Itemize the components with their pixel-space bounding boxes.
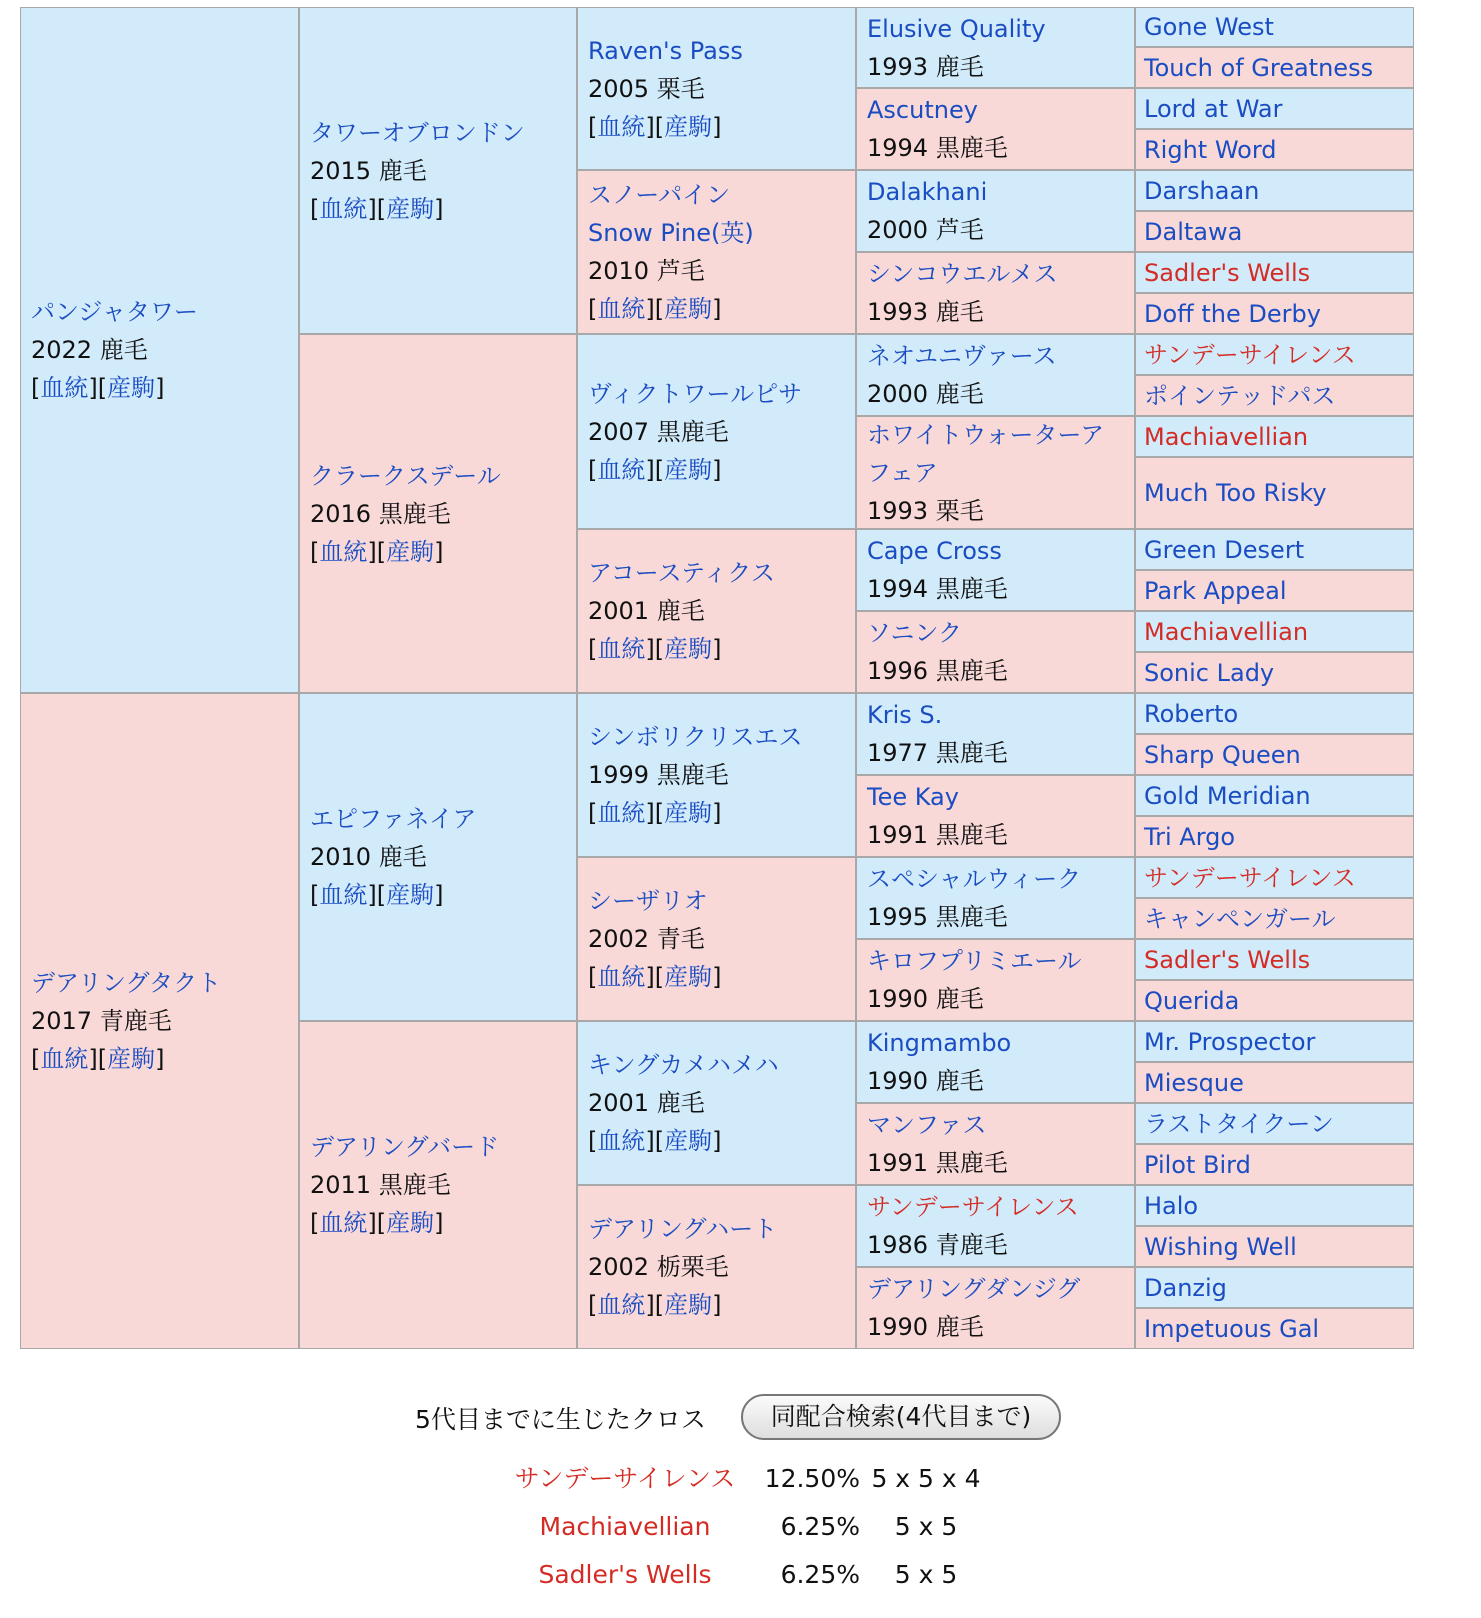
- cross-row: [0, 1457, 1481, 1501]
- cross-panel: [0, 1392, 1481, 1612]
- bracket-open: [: [31, 1045, 41, 1073]
- pedigree-cell-gen2: [299, 1021, 577, 1349]
- pedigree-link[interactable]: 血統: [40, 1045, 89, 1073]
- pedigree-cell-gen3: [577, 857, 856, 1021]
- bracket-open: [: [310, 194, 320, 223]
- cross-label: 5代目までに生じたクロス: [415, 1405, 706, 1434]
- horse-birth-color: 1995 黒鹿毛: [867, 903, 1008, 931]
- horse-birth-color: 2005 栗毛: [588, 74, 705, 103]
- bracket-open: [: [588, 1127, 598, 1155]
- bracket-close: ]: [712, 963, 722, 991]
- bracket-close: ]: [712, 635, 722, 663]
- offspring-link[interactable]: 産駒: [107, 1045, 156, 1073]
- horse-name-link[interactable]: Sadler's Wells: [1144, 258, 1311, 287]
- pedigree-cell-gen5: [1135, 939, 1414, 980]
- horse-name-link[interactable]: クラークスデール: [310, 461, 501, 490]
- bracket-close: ]: [645, 1127, 655, 1155]
- horse-links: [588, 108, 845, 146]
- offspring-link[interactable]: 産駒: [664, 455, 713, 484]
- bracket-close: ]: [645, 1291, 655, 1319]
- pedigree-link[interactable]: 血統: [597, 455, 646, 484]
- horse-name-link[interactable]: Mr. Prospector: [1144, 1027, 1316, 1056]
- pedigree-link[interactable]: 血統: [319, 881, 368, 909]
- horse-birth-color: 1990 鹿毛: [867, 1313, 984, 1341]
- cross-row: [0, 1505, 1481, 1549]
- pedigree-cell-gen5: [1135, 211, 1414, 252]
- bracket-open: [: [376, 881, 387, 909]
- horse-name-link[interactable]: Raven's Pass: [588, 36, 743, 65]
- pedigree-cell-gen2: [299, 693, 577, 1021]
- pedigree-link[interactable]: 血統: [597, 635, 646, 663]
- horse-birth-color: 2010 芦毛: [588, 257, 705, 285]
- pedigree-cell-gen5: [1135, 775, 1414, 816]
- horse-birth-color: 2010 鹿毛: [310, 843, 427, 871]
- pedigree-cell-gen5: [1135, 1308, 1414, 1349]
- pedigree-link[interactable]: 血統: [597, 1291, 646, 1319]
- offspring-link[interactable]: 産駒: [664, 963, 713, 991]
- bracket-open: [: [310, 537, 320, 566]
- horse-links: [31, 1040, 288, 1078]
- horse-name-link[interactable]: Elusive Quality: [867, 14, 1046, 43]
- pedigree-cell-gen3: [577, 7, 856, 170]
- pedigree-cell-gen5: [1135, 1185, 1414, 1226]
- pedigree-link[interactable]: 血統: [319, 194, 368, 223]
- pedigree-cell-gen4: [856, 1185, 1135, 1267]
- horse-name-link[interactable]: Pilot Bird: [1144, 1150, 1251, 1179]
- pedigree-cell-gen4: [856, 88, 1135, 170]
- pedigree-link[interactable]: 血統: [597, 799, 646, 827]
- horse-name-link[interactable]: サンデーサイレンス: [867, 1193, 1079, 1221]
- horse-birth-color: 1999 黒鹿毛: [588, 761, 729, 789]
- horse-birth-color: 2000 鹿毛: [867, 380, 984, 408]
- horse-name-link[interactable]: ポインテッドパス: [1144, 381, 1336, 410]
- bracket-open: [: [588, 635, 598, 663]
- horse-name-link[interactable]: Machiavellian: [1144, 617, 1309, 646]
- horse-name-link[interactable]: Doff the Derby: [1144, 299, 1321, 328]
- pedigree-cell-gen5: [1135, 375, 1414, 416]
- pedigree-cell-gen4: [856, 939, 1135, 1021]
- pedigree-cell-gen5: [1135, 252, 1414, 293]
- horse-name-link[interactable]: Green Desert: [1144, 535, 1305, 564]
- pedigree-link[interactable]: 血統: [597, 1127, 646, 1155]
- bracket-open: [: [588, 112, 598, 141]
- bracket-open: [: [310, 1209, 320, 1237]
- bracket-close: ]: [88, 374, 98, 402]
- horse-birth-color: 1990 鹿毛: [867, 985, 984, 1013]
- horse-birth-color: 2001 鹿毛: [588, 1089, 705, 1117]
- bracket-open: [: [588, 963, 598, 991]
- pedigree-cell-gen4: [856, 529, 1135, 611]
- bracket-close: ]: [712, 1291, 722, 1319]
- pedigree-cell-gen3: [577, 529, 856, 693]
- horse-links: [310, 876, 566, 914]
- horse-name-link[interactable]: キングカメハメハ: [588, 1051, 779, 1079]
- pedigree-cell-gen5: [1135, 457, 1414, 529]
- bracket-open: [: [654, 112, 665, 141]
- pedigree-cell-gen5: [1135, 1144, 1414, 1185]
- offspring-link[interactable]: 産駒: [386, 1209, 435, 1237]
- cross-horse-name[interactable]: Machiavellian: [539, 1512, 711, 1541]
- horse-birth-color: 2001 鹿毛: [588, 597, 705, 625]
- horse-name-link[interactable]: Halo: [1144, 1191, 1199, 1220]
- horse-name-link[interactable]: マンファス: [867, 1111, 987, 1139]
- horse-links: [588, 958, 845, 996]
- horse-name-link[interactable]: Kris S.: [867, 701, 943, 729]
- bracket-close: ]: [155, 1045, 165, 1073]
- horse-birth-color: 1993 鹿毛: [867, 52, 984, 81]
- cross-percent: 12.50%: [764, 1464, 860, 1493]
- horse-name-link[interactable]: Sonic Lady: [1144, 658, 1275, 687]
- horse-birth-color: 2016 黒鹿毛: [310, 499, 451, 528]
- horse-birth-color: 2011 黒鹿毛: [310, 1171, 451, 1199]
- bracket-close: ]: [645, 112, 655, 141]
- horse-birth-color: 1991 黒鹿毛: [867, 821, 1008, 849]
- pedigree-cell-gen4: [856, 857, 1135, 939]
- cross-pattern: 5 x 5 x 4: [871, 1464, 981, 1493]
- pedigree-cell-gen2: [299, 334, 577, 693]
- pedigree-link[interactable]: 血統: [597, 963, 646, 991]
- pedigree-cell-gen4: [856, 252, 1135, 334]
- cross-percent: 6.25%: [780, 1512, 860, 1541]
- bracket-close: ]: [712, 112, 722, 141]
- horse-birth-color: 1990 鹿毛: [867, 1067, 984, 1095]
- horse-links: [588, 451, 845, 489]
- bracket-open: [: [654, 799, 665, 827]
- pedigree-cell-gen4: [856, 1103, 1135, 1185]
- bracket-open: [: [654, 635, 665, 663]
- horse-name-link[interactable]: シーザリオ: [588, 887, 708, 915]
- bracket-close: ]: [434, 537, 444, 566]
- horse-name-link[interactable]: Tee Kay: [867, 783, 959, 811]
- horse-name-link[interactable]: キャンペンガール: [1144, 904, 1336, 933]
- horse-name-link[interactable]: Querida: [1144, 986, 1240, 1015]
- horse-name-link[interactable]: ホワイトウォーターアフェア: [867, 420, 1105, 487]
- pedigree-cell-gen5: [1135, 816, 1414, 857]
- horse-name-link[interactable]: Daltawa: [1144, 217, 1243, 246]
- bracket-open: [: [97, 374, 108, 402]
- horse-name-link[interactable]: Sharp Queen: [1144, 740, 1301, 769]
- horse-links: [588, 1122, 845, 1160]
- horse-links: [588, 794, 845, 832]
- horse-name-link[interactable]: デアリングハート: [588, 1215, 778, 1243]
- pedigree-table: [20, 7, 1464, 1385]
- horse-birth-color: 1994 黒鹿毛: [867, 134, 1008, 162]
- offspring-link[interactable]: 産駒: [664, 295, 713, 323]
- pedigree-cell-gen1: [20, 693, 299, 1349]
- pedigree-cell-gen4: [856, 1267, 1135, 1349]
- horse-birth-color: 1977 黒鹿毛: [867, 739, 1008, 767]
- pedigree-cell-gen5: [1135, 1267, 1414, 1308]
- horse-name-link[interactable]: Much Too Risky: [1144, 479, 1327, 507]
- horse-name-link[interactable]: ラストタイクーン: [1144, 1109, 1334, 1138]
- horse-birth-color: 2007 黒鹿毛: [588, 417, 729, 446]
- pedigree-cell-gen5: [1135, 170, 1414, 211]
- horse-birth-color: 1991 黒鹿毛: [867, 1149, 1008, 1177]
- offspring-link[interactable]: 産駒: [386, 881, 435, 909]
- horse-name-link[interactable]: Tri Argo: [1144, 822, 1236, 851]
- horse-name-link[interactable]: Ascutney: [867, 96, 978, 124]
- horse-links: [310, 190, 566, 228]
- horse-name-link[interactable]: Cape Cross: [867, 537, 1002, 565]
- bracket-close: ]: [434, 1209, 444, 1237]
- bracket-open: [: [588, 295, 598, 323]
- horse-name-link[interactable]: スペシャルウィーク: [867, 865, 1082, 893]
- bracket-open: [: [654, 455, 665, 484]
- horse-birth-color: 2002 栃栗毛: [588, 1253, 729, 1281]
- horse-birth-color: 2017 青鹿毛: [31, 1007, 172, 1035]
- pedigree-cell-gen4: [856, 693, 1135, 775]
- pedigree-cell-gen5: [1135, 416, 1414, 457]
- pedigree-cell-gen5: [1135, 1021, 1414, 1062]
- horse-name-link[interactable]: パンジャタワー: [31, 298, 198, 326]
- pedigree-cell-gen5: [1135, 7, 1414, 47]
- horse-birth-color: 1993 栗毛: [867, 496, 984, 525]
- bracket-close: ]: [367, 1209, 377, 1237]
- pedigree-cell-gen3: [577, 334, 856, 529]
- horse-birth-color: 1993 鹿毛: [867, 298, 984, 326]
- bracket-open: [: [588, 455, 598, 484]
- offspring-link[interactable]: 産駒: [386, 537, 435, 566]
- pedigree-cell-gen3: [577, 693, 856, 857]
- offspring-link[interactable]: 産駒: [664, 635, 713, 663]
- horse-name-link[interactable]: Lord at War: [1144, 94, 1283, 123]
- offspring-link[interactable]: 産駒: [664, 1127, 713, 1155]
- pedigree-cell-gen5: [1135, 734, 1414, 775]
- bracket-close: ]: [88, 1045, 98, 1073]
- horse-birth-color: 2002 青毛: [588, 925, 705, 953]
- pedigree-cell-gen5: [1135, 611, 1414, 652]
- pedigree-cell-gen4: [856, 611, 1135, 693]
- bracket-close: ]: [367, 194, 377, 223]
- horse-name-link[interactable]: アコースティクス: [588, 559, 775, 587]
- bracket-close: ]: [645, 635, 655, 663]
- horse-birth-color: 1994 黒鹿毛: [867, 575, 1008, 603]
- bracket-open: [: [654, 1291, 665, 1319]
- bracket-close: ]: [645, 455, 655, 484]
- horse-name-link[interactable]: ソニンク: [867, 619, 963, 647]
- pedigree-cell-gen5: [1135, 1103, 1414, 1144]
- pedigree-cell-gen5: [1135, 693, 1414, 734]
- bracket-close: ]: [645, 295, 655, 323]
- pedigree-link[interactable]: 血統: [319, 1209, 368, 1237]
- horse-name-link[interactable]: ネオユニヴァース: [867, 342, 1057, 370]
- horse-name-link[interactable]: Danzig: [1144, 1273, 1227, 1302]
- horse-links: [588, 630, 845, 668]
- horse-name-link[interactable]: Machiavellian: [1144, 422, 1309, 451]
- pedigree-cell-gen1: [20, 7, 299, 693]
- bracket-close: ]: [712, 799, 722, 827]
- bracket-open: [: [376, 1209, 387, 1237]
- horse-name-link[interactable]: タワーオブロンドン: [310, 118, 525, 147]
- horse-name-link[interactable]: Dalakhani: [867, 178, 988, 206]
- bracket-open: [: [588, 799, 598, 827]
- pedigree-cell-gen5: [1135, 1226, 1414, 1267]
- bracket-close: ]: [367, 537, 377, 566]
- horse-name-link[interactable]: Sadler's Wells: [1144, 945, 1311, 974]
- cross-horse-name[interactable]: サンデーサイレンス: [514, 1464, 736, 1493]
- horse-name-link[interactable]: デアリングダンジグ: [867, 1275, 1081, 1303]
- offspring-link[interactable]: 産駒: [664, 112, 713, 141]
- horse-name-link[interactable]: エピファネイア: [310, 805, 477, 833]
- horse-name-link[interactable]: Miesque: [1144, 1068, 1244, 1097]
- bracket-close: ]: [434, 194, 444, 223]
- horse-links: [31, 369, 288, 407]
- pedigree-cell-gen5: [1135, 980, 1414, 1021]
- pedigree-cell-gen3: [577, 1021, 856, 1185]
- bracket-close: ]: [712, 1127, 722, 1155]
- pedigree-cell-gen5: [1135, 1062, 1414, 1103]
- horse-name-link[interactable]: ヴィクトワールピサ: [588, 379, 803, 408]
- horse-name-link[interactable]: Kingmambo: [867, 1029, 1012, 1057]
- horse-name-link[interactable]: デアリングタクト: [31, 969, 222, 997]
- pedigree-link[interactable]: 血統: [319, 537, 368, 566]
- pedigree-link[interactable]: 血統: [597, 112, 646, 141]
- offspring-link[interactable]: 産駒: [107, 374, 156, 402]
- bracket-close: ]: [367, 881, 377, 909]
- pedigree-cell-gen5: [1135, 529, 1414, 570]
- bracket-open: [: [310, 881, 320, 909]
- pedigree-cell-gen5: [1135, 293, 1414, 334]
- horse-name-link[interactable]: Impetuous Gal: [1144, 1314, 1320, 1343]
- pedigree-cell-gen3: [577, 1185, 856, 1349]
- horse-name-link[interactable]: シンコウエルメス: [867, 260, 1058, 288]
- horse-name-link[interactable]: Darshaan: [1144, 176, 1260, 205]
- pedigree-cell-gen5: [1135, 129, 1414, 170]
- horse-name-link[interactable]: デアリングバード: [310, 1133, 500, 1161]
- offspring-link[interactable]: 産駒: [664, 1291, 713, 1319]
- same-mating-search-button[interactable]: 同配合検索(4代目まで): [741, 1394, 1061, 1440]
- horse-birth-color: 2000 芦毛: [867, 216, 984, 244]
- pedigree-cell-gen5: [1135, 88, 1414, 129]
- pedigree-cell-gen4: [856, 1021, 1135, 1103]
- pedigree-cell-gen4: [856, 334, 1135, 416]
- horse-birth-color: 2015 鹿毛: [310, 156, 427, 185]
- horse-name-link[interactable]: シンボリクリスエス: [588, 723, 803, 751]
- horse-links: [588, 290, 845, 328]
- horse-links: [310, 1204, 566, 1242]
- pedigree-cell-gen4: [856, 7, 1135, 88]
- horse-name-link[interactable]: Gone West: [1144, 13, 1274, 41]
- horse-links: [310, 533, 566, 571]
- pedigree-cell-gen5: [1135, 47, 1414, 88]
- horse-name-link[interactable]: Gold Meridian: [1144, 781, 1311, 810]
- horse-links: [588, 1286, 845, 1324]
- horse-name-link[interactable]: スノーパイン: [588, 181, 731, 209]
- horse-name-link[interactable]: キロフプリミエール: [867, 947, 1082, 975]
- offspring-link[interactable]: 産駒: [664, 799, 713, 827]
- pedigree-cell-gen3: [577, 170, 856, 334]
- offspring-link[interactable]: 産駒: [386, 194, 435, 223]
- horse-birth-color: 1996 黒鹿毛: [867, 657, 1008, 685]
- bracket-open: [: [31, 374, 41, 402]
- bracket-open: [: [376, 537, 387, 566]
- bracket-open: [: [588, 1291, 598, 1319]
- pedigree-cell-gen4: [856, 416, 1135, 529]
- pedigree-link[interactable]: 血統: [597, 295, 646, 323]
- horse-name-link[interactable]: Wishing Well: [1144, 1232, 1297, 1261]
- pedigree-link[interactable]: 血統: [40, 374, 89, 402]
- bracket-close: ]: [645, 799, 655, 827]
- bracket-open: [: [654, 1127, 665, 1155]
- pedigree-cell-gen4: [856, 170, 1135, 252]
- pedigree-cell-gen5: [1135, 570, 1414, 611]
- pedigree-cell-gen4: [856, 775, 1135, 857]
- bracket-open: [: [97, 1045, 108, 1073]
- bracket-close: ]: [712, 455, 722, 484]
- horse-alt-name-link[interactable]: Snow Pine(英): [588, 219, 754, 247]
- pedigree-cell-gen5: [1135, 898, 1414, 939]
- bracket-open: [: [654, 963, 665, 991]
- bracket-close: ]: [712, 295, 722, 323]
- horse-name-link[interactable]: サンデーサイレンス: [1144, 340, 1356, 369]
- horse-name-link[interactable]: Touch of Greatness: [1144, 53, 1374, 82]
- horse-name-link[interactable]: Right Word: [1144, 135, 1277, 164]
- bracket-open: [: [654, 295, 665, 323]
- bracket-close: ]: [155, 374, 165, 402]
- pedigree-cell-gen2: [299, 7, 577, 334]
- bracket-open: [: [376, 194, 387, 223]
- cross-pattern: 5 x 5: [894, 1560, 958, 1589]
- horse-name-link[interactable]: Park Appeal: [1144, 576, 1287, 605]
- pedigree-cell-gen5: [1135, 857, 1414, 898]
- bracket-close: ]: [645, 963, 655, 991]
- horse-name-link[interactable]: Roberto: [1144, 699, 1239, 728]
- cross-row: [0, 1553, 1481, 1597]
- horse-birth-color: 2022 鹿毛: [31, 336, 148, 364]
- cross-horse-name[interactable]: Sadler's Wells: [538, 1560, 712, 1589]
- cross-pattern: 5 x 5: [894, 1512, 958, 1541]
- bracket-close: ]: [434, 881, 444, 909]
- pedigree-cell-gen5: [1135, 652, 1414, 693]
- cross-percent: 6.25%: [780, 1560, 860, 1589]
- horse-name-link[interactable]: サンデーサイレンス: [1144, 863, 1356, 892]
- horse-birth-color: 1986 青鹿毛: [867, 1231, 1008, 1259]
- pedigree-cell-gen5: [1135, 334, 1414, 375]
